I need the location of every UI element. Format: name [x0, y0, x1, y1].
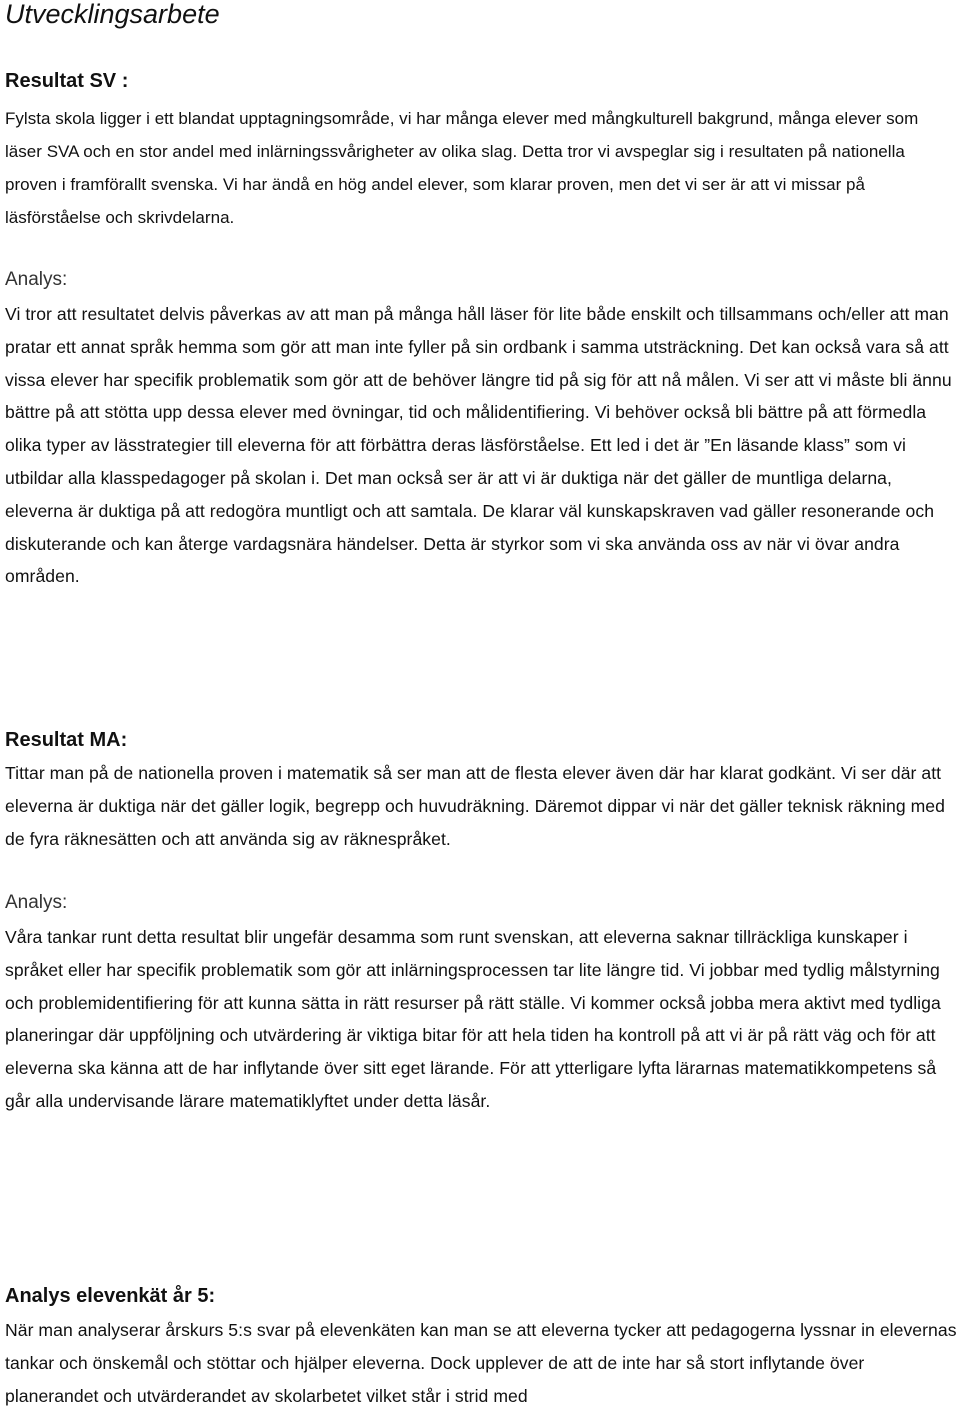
document-title: Utvecklingsarbete [5, 0, 220, 29]
survey-text: När man analyserar årskurs 5:s svar på elevenkäten kan man se att eleverna tycker att pedagogerna lyssnar in elevernas tankar och önskemål och stöttar och hjälper eleverna. Dock upplever de att de inte har så stort inflytande över planerandet och utvärderandet av skolarbetet vilket står i strid med [5, 1320, 957, 1406]
ma-analysis-text: Våra tankar runt detta resultat blir ungefär desamma som runt svenskan, att eleverna saknar tillräckliga kunskaper i språket eller har specifik problematik som gör att inlärningsprocessen tar lite längre tid. Vi jobbar med tydlig målstyrning och problemidentifiering för att kunna sätta in rätt resurser på rätt ställe. Vi kommer också jobba mera aktivt med tydliga planeringar där uppföljning och utvärdering är viktiga bitar för att hela tiden ha kontroll på att vi är på rätt väg och för att eleverna ska känna att de har inflytande över sitt eget lärande. För att ytterligare lyfta lärarnas matematikkompetens så går alla undervisande lärare matematiklyftet under detta läsår. [5, 927, 941, 1111]
ma-result-heading: Resultat MA: [5, 729, 128, 751]
sv-result-text: Fylsta skola ligger i ett blandat upptagningsområde, vi har många elever med mångkulturell bakgrund, många elever som läser SVA och en stor andel med inlärningssvårigheter av olika slag. Detta tror vi avspeglar sig i resultaten på nationella proven i framförallt svenska. Vi har ändå en hög andel elever, som klarar proven, men det vi ser är att vi missar på läsförståelse och skrivdelarna. [5, 109, 919, 227]
ma-analysis-label: Analys: [5, 892, 68, 913]
sv-result-heading: Resultat SV : [5, 70, 129, 92]
sv-analysis-label: Analys: [5, 269, 68, 290]
survey-heading: Analys elevenkät år 5: [5, 1285, 216, 1307]
ma-result-text: Tittar man på de nationella proven i matematik så ser man att de flesta elever även där har klarat godkänt. Vi ser där att eleverna är duktiga när det gäller logik, begrepp och huvudräkning. Däremot dippar vi när det gäller teknisk räkning med de fyra räknesätten och att använda sig av räknespråket. [5, 763, 945, 849]
sv-analysis-text: Vi tror att resultatet delvis påverkas av att man på många håll läser för lite både enskilt och tillsammans och/eller att man pratar ett annat språk hemma som gör att man inte fyller på sin ordbank i samma utsträckning. Det kan också vara så att vissa elever har specifik problematik som gör att de behöver längre tid på sig för att nå målen. Vi ser att vi måste bli ännu bättre på att stötta upp dessa elever med övningar, tid och målidentifiering. Vi behöver också bli bättre på att förmedla olika typer av lässtrategier till eleverna för att förbättra deras läsförståelse. Ett led i det är ”En läsande klass” som vi utbildar alla klasspedagoger på skolan i. Det man också ser är att vi är duktiga när det gäller de muntliga delarna, eleverna är duktiga på att redogöra muntligt och att samtala. De klarar väl kunskapskraven vad gäller resonerande och diskuterande och kan återge vardagsnära händelser. Detta är styrkor som vi ska använda oss av när vi övar andra områden. [5, 304, 952, 587]
